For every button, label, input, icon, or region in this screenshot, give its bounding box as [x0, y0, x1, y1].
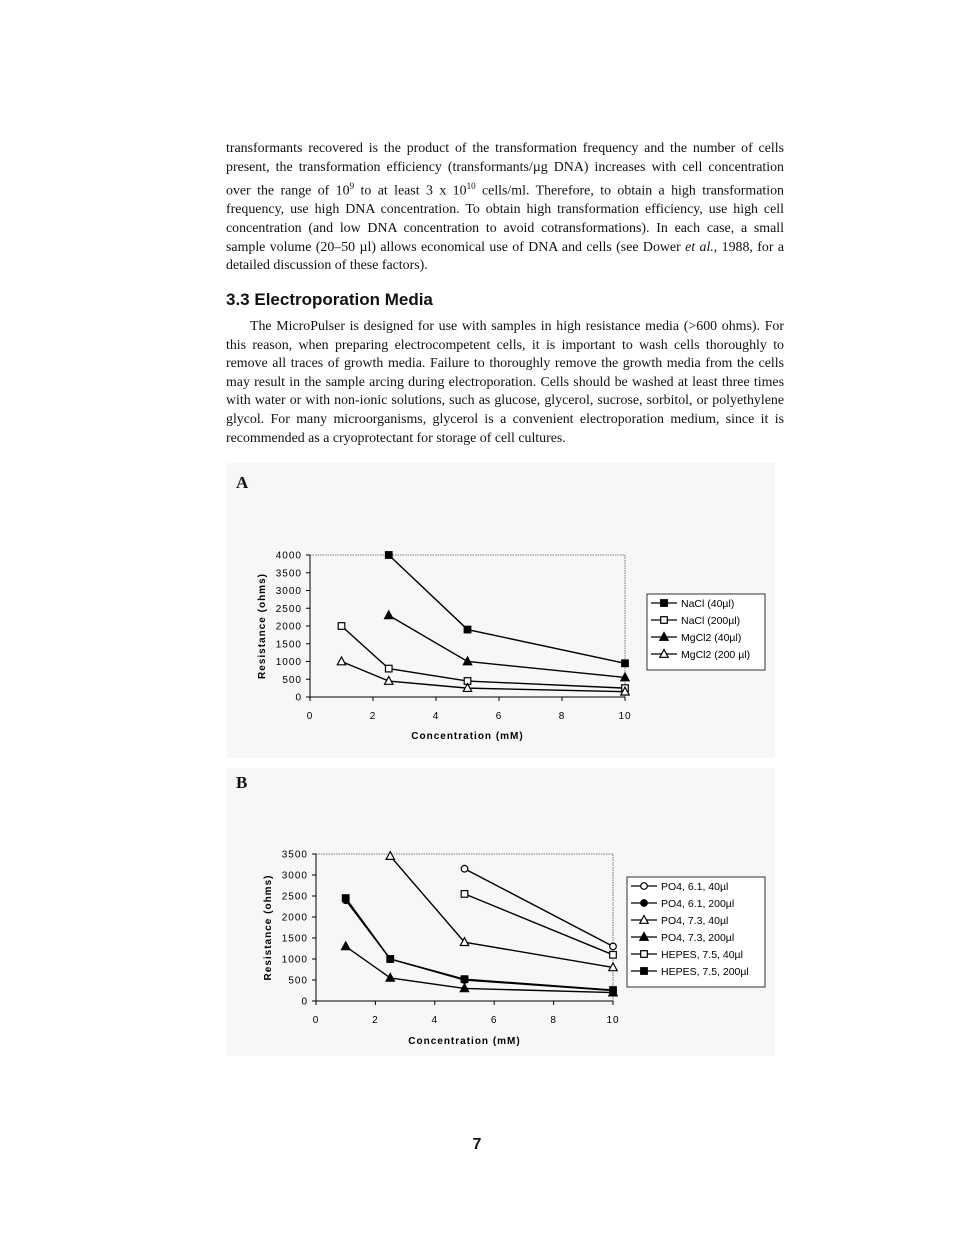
data-point — [622, 660, 629, 667]
x-tick-label: 6 — [490, 1015, 498, 1026]
x-tick-label: 8 — [550, 1015, 557, 1026]
x-tick-label: 2 — [369, 711, 377, 722]
data-point — [463, 657, 471, 665]
data-point — [385, 611, 393, 619]
data-point — [386, 973, 394, 981]
x-tick-label: 10 — [606, 1015, 620, 1026]
x-axis-label: Concentration (mM) — [408, 1036, 521, 1047]
superscript: 9 — [349, 181, 355, 192]
data-point — [342, 895, 349, 902]
y-tick-label: 1000 — [281, 954, 308, 966]
data-point — [387, 956, 394, 963]
data-point — [338, 623, 345, 630]
legend-label: HEPES, 7.5, 200µl — [661, 965, 749, 978]
intro-paragraph — [226, 140, 784, 276]
x-tick-label: 2 — [372, 1015, 379, 1026]
legend-marker — [641, 900, 648, 907]
page-number: 7 — [472, 1136, 482, 1153]
y-tick-label: 3500 — [281, 849, 308, 861]
x-tick-label: 0 — [306, 711, 314, 722]
data-point — [610, 952, 617, 959]
x-tick-label: 10 — [618, 711, 632, 722]
paragraph-text: The MicroPulser is designed for use with samples in high resistance media (>600 ohms). For this reason, when preparing electrocompetent cells, it is important to wash cells thoroughly to remove all traces of growth media. Failure to thoroughly remove the growth media from the cells may result in the sample arcing during electroporation. Cells should be washed at least three times with water or with non-ionic solutions, such as glucose, glycerol, sucrose, sorbitol, or polyethylene glycol. For many microorganisms, glycerol is a convenient electroporation medium, since it is recommended as a cryoprotectant for storage of cell cultures. — [226, 319, 784, 446]
legend-marker — [641, 883, 648, 890]
data-point — [342, 942, 350, 950]
figure-label: B — [236, 773, 248, 792]
legend-marker — [661, 617, 668, 624]
legend-label: PO4, 6.1, 40µl — [661, 880, 729, 893]
legend-marker — [641, 968, 648, 975]
data-point — [461, 976, 468, 983]
x-tick-label: 0 — [312, 1015, 320, 1026]
data-point — [337, 657, 345, 665]
media-paragraph — [226, 318, 784, 448]
paragraph-text: cells/ml. Therefore, to obtain a high transformation frequency, use high DNA concentration. To obtain high transformation efficiency, use high cell concentration (and low DNA concentration to avoid cotransformations). In each case, a small sample volume (20–50 µl) allows economical use of DNA and cells (see Dower — [226, 183, 784, 255]
y-tick-label: 500 — [282, 674, 302, 686]
series-line — [342, 662, 626, 692]
legend-label: PO4, 7.3, 40µl — [661, 914, 729, 927]
y-tick-label: 1000 — [275, 657, 302, 668]
superscript: 10 — [466, 181, 476, 192]
figure-a — [227, 463, 775, 758]
legend-label: PO4, 7.3, 200µl — [661, 931, 735, 944]
y-tick-label: 3000 — [275, 586, 302, 597]
x-tick-label: 8 — [558, 711, 566, 722]
y-tick-label: 2000 — [281, 912, 308, 924]
data-point — [610, 987, 617, 994]
x-axis-label: Concentration (mM) — [411, 731, 524, 742]
data-point — [461, 891, 468, 898]
legend-label: NaCl (200µl) — [681, 614, 741, 627]
x-tick-label: 4 — [431, 1015, 439, 1026]
y-axis-label: Resistance (ohms) — [257, 573, 268, 679]
legend-label: HEPES, 7.5, 40µl — [661, 948, 743, 961]
figure-label: A — [236, 473, 249, 492]
paragraph-text: transformants recovered is the product of the transformation frequency and the number of cells present, the transformation efficiency (transformants/µg DNA) increases with cell concentration over the range of 10 — [226, 141, 784, 199]
chart-a — [227, 463, 775, 758]
y-tick-label: 3500 — [275, 568, 302, 580]
data-point — [386, 852, 394, 860]
x-tick-label: 4 — [432, 711, 440, 722]
italic-text: et al. — [685, 239, 714, 255]
data-point — [385, 552, 392, 559]
figure-b — [227, 768, 775, 1056]
y-tick-label: 0 — [295, 692, 302, 704]
section-heading: 3.3 Electroporation Media — [226, 290, 433, 309]
x-tick-label: 6 — [495, 711, 503, 722]
legend-label: MgCl2 (200 µl) — [681, 648, 751, 661]
data-point — [461, 865, 468, 872]
legend-label: MgCl2 (40µl) — [681, 631, 742, 644]
series-line — [389, 555, 625, 663]
paragraph-text: to at least 3 x 10 — [354, 183, 467, 199]
y-tick-label: 1500 — [275, 639, 302, 651]
y-tick-label: 4000 — [275, 550, 302, 562]
y-axis-label: Resistance (ohms) — [263, 874, 274, 981]
chart-b — [227, 768, 775, 1056]
y-tick-label: 1500 — [281, 933, 308, 945]
paragraph-text: , 1988, for a detailed discussion of these factors). — [226, 239, 784, 274]
y-tick-label: 3000 — [281, 870, 308, 882]
series-line — [465, 869, 614, 947]
data-point — [464, 626, 471, 633]
y-tick-label: 2500 — [281, 891, 308, 903]
y-tick-label: 2500 — [275, 603, 302, 615]
y-tick-label: 2000 — [275, 621, 302, 633]
data-point — [610, 943, 617, 950]
y-tick-label: 0 — [301, 996, 308, 1008]
series-line — [389, 615, 625, 677]
legend-marker — [661, 600, 668, 607]
data-point — [385, 665, 392, 672]
legend-label: PO4, 6.1, 200µl — [661, 897, 735, 910]
legend-marker — [641, 951, 648, 958]
series-line — [390, 856, 613, 967]
legend-label: NaCl (40µl) — [681, 597, 735, 610]
y-tick-label: 500 — [288, 975, 308, 987]
